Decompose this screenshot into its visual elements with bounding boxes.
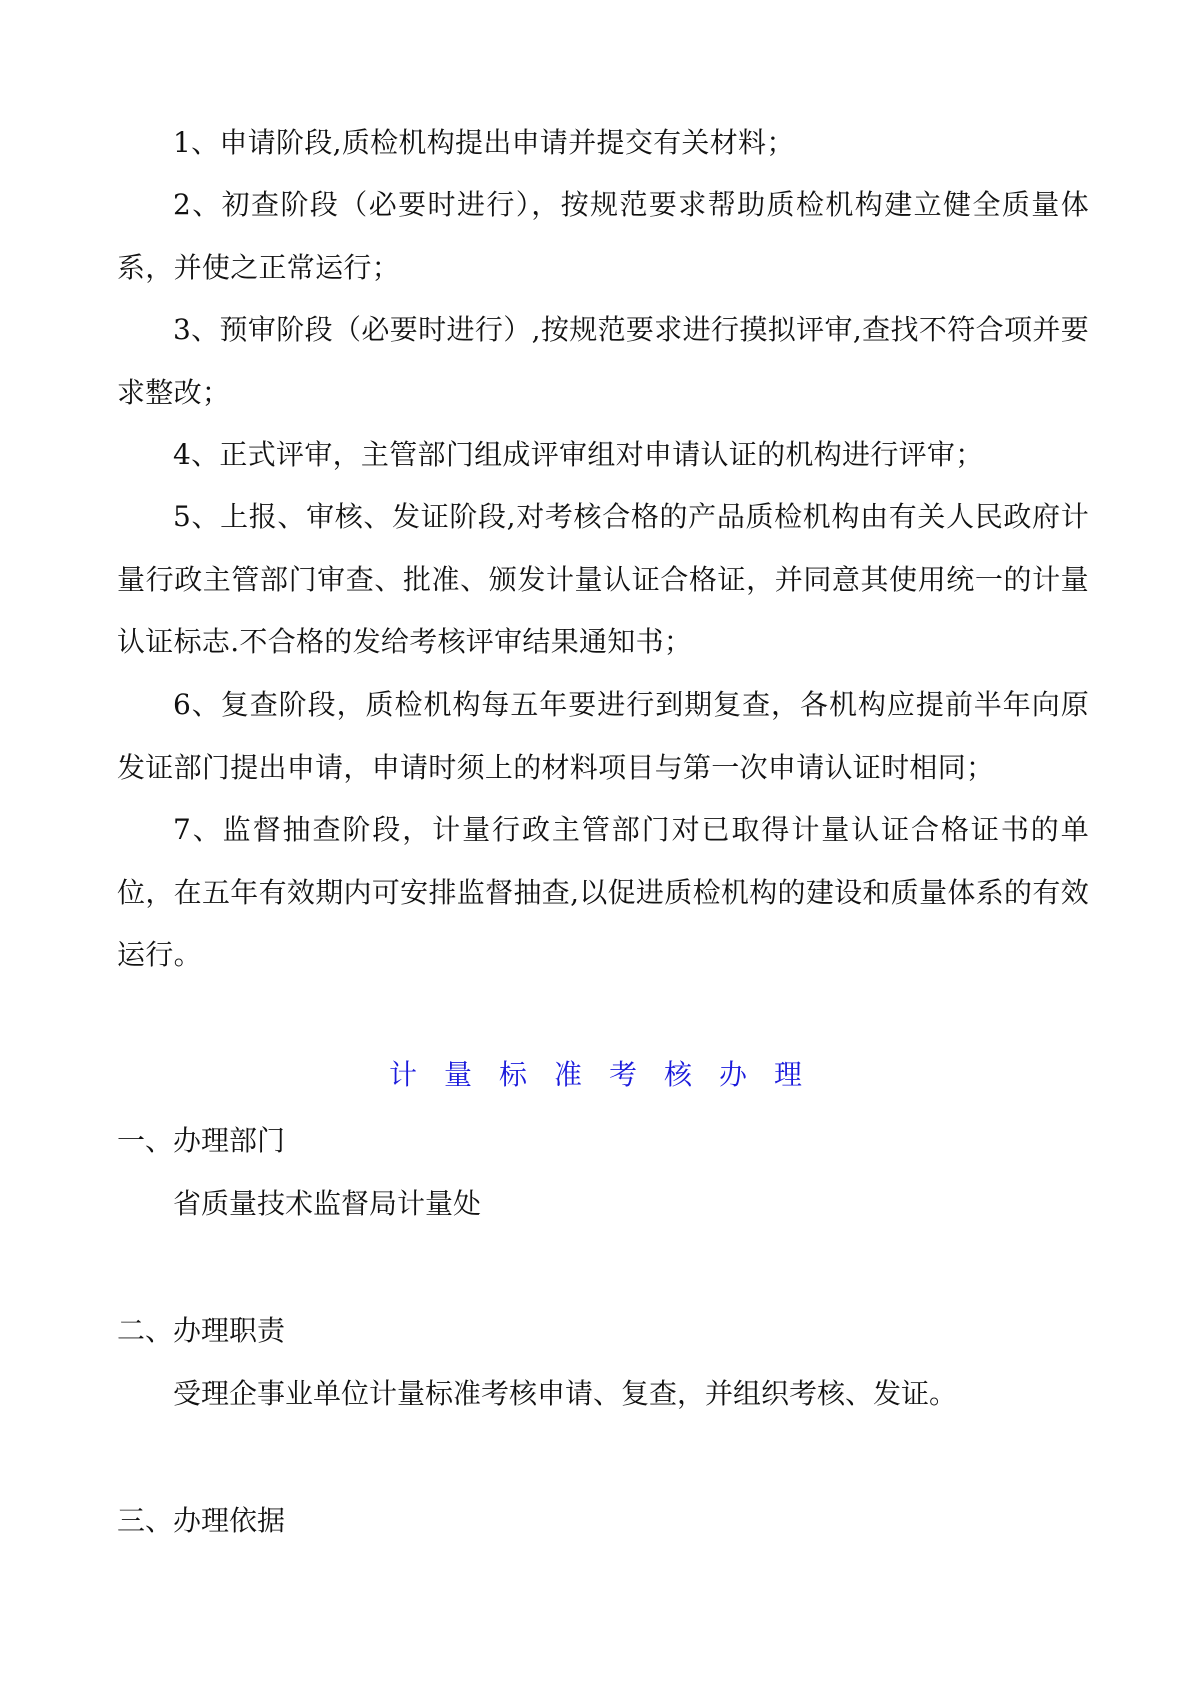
section-heading-basis: 三、办理依据 [117,1504,286,1537]
section-title: 计量标准考核办理 [388,1058,829,1091]
step-4-paragraph: 4、正式评审，主管部门组成评审组对申请认证的机构进行评审； [173,438,984,471]
step-2-paragraph: 2、初查阶段（必要时进行），按规范要求帮助质检机构建立健全质量体系，并使之正常运行； [117,188,1089,284]
step-3-paragraph: 3、预审阶段（必要时进行）,按规范要求进行摸拟评审,查找不符合项并要求整改； [117,313,1089,409]
step-6-paragraph: 6、复查阶段，质检机构每五年要进行到期复查，各机构应提前半年向原发证部门提出申请，申请时须上的材料项目与第一次申请认证时相同； [117,688,1089,784]
section-body-duties: 受理企事业单位计量标准考核申请、复查，并组织考核、发证。 [173,1377,958,1410]
section-heading-duties: 二、办理职责 [117,1314,286,1347]
step-5-paragraph: 5、上报、审核、发证阶段,对考核合格的产品质检机构由有关人民政府计量行政主管部门审查、批准、颁发计量认证合格证，并同意其使用统一的计量认证标志.不合格的发给考核评审结果通知书； [117,500,1089,658]
step-1-paragraph: 1、申请阶段,质检机构提出申请并提交有关材料； [173,126,795,159]
section-heading-department: 一、办理部门 [117,1124,286,1157]
step-7-paragraph: 7、监督抽查阶段，计量行政主管部门对已取得计量认证合格证书的单位，在五年有效期内可安排监督抽查,以促进质检机构的建设和质量体系的有效运行。 [117,813,1089,971]
section-body-department: 省质量技术监督局计量处 [173,1187,482,1220]
